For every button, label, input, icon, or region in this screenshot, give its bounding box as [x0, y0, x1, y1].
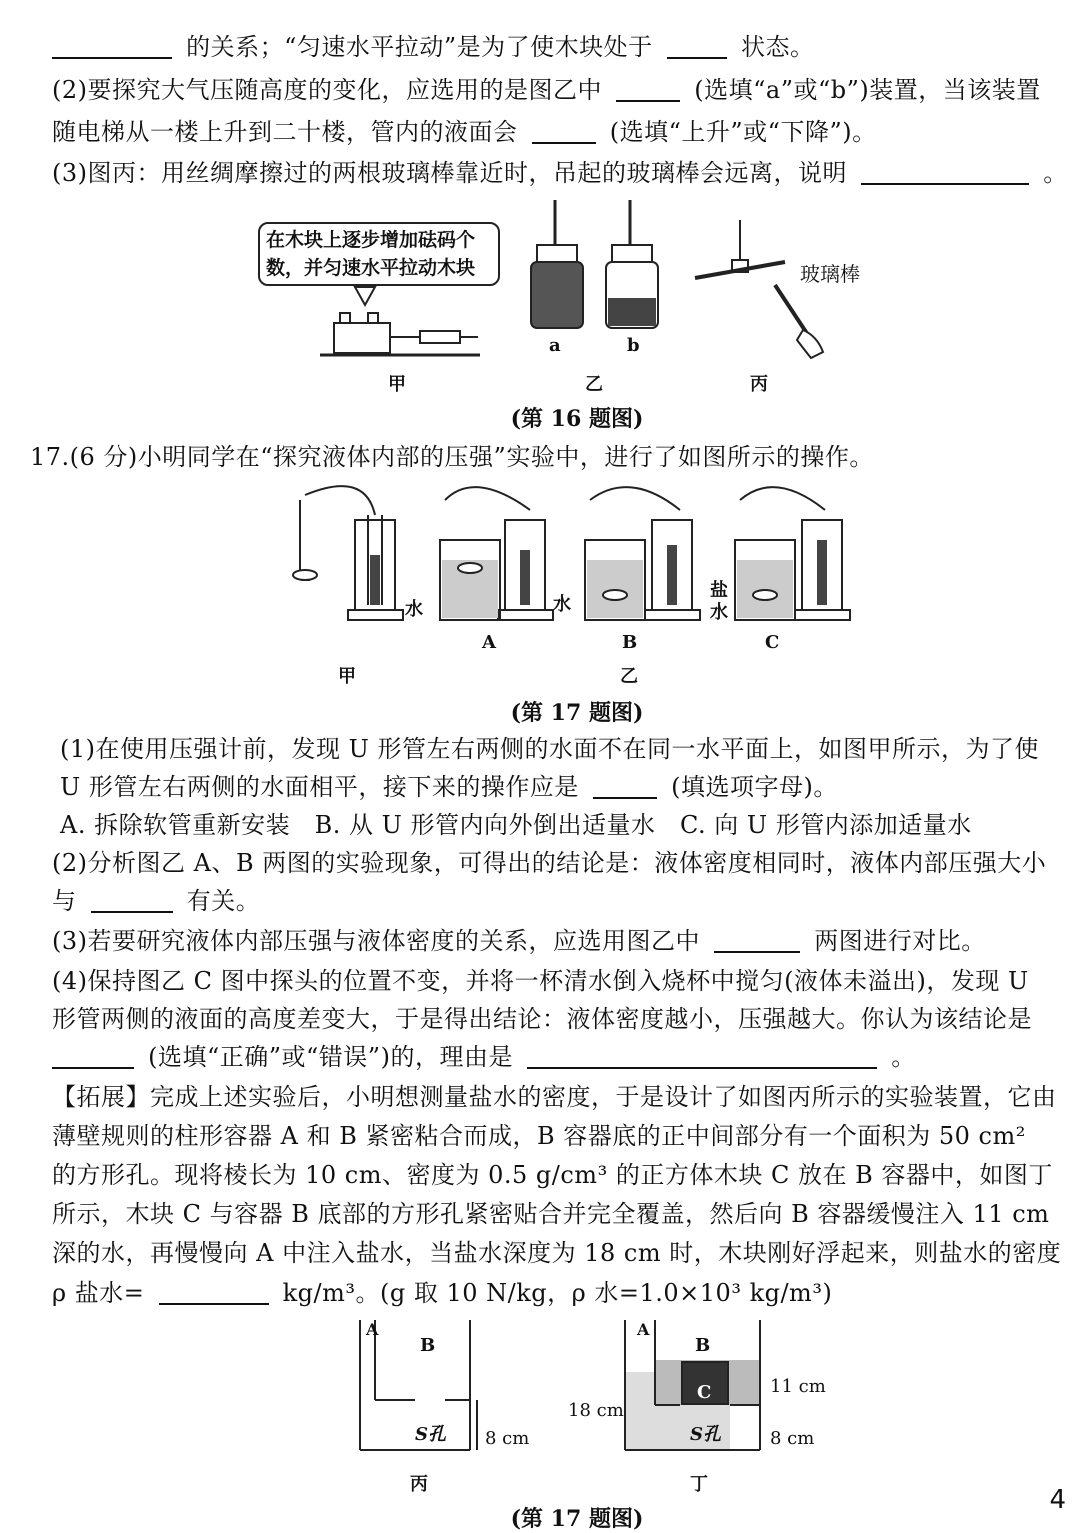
answer-blank[interactable]	[527, 1043, 877, 1069]
answer-blank[interactable]	[861, 159, 1029, 185]
q17-p1a: (1)在使用压强计前，发现 U 形管左右两侧的水面不在同一水平面上，如图甲所示，为了使	[60, 735, 1039, 763]
text-line: 与 有关。	[52, 887, 261, 915]
label-A: A	[482, 632, 496, 653]
answer-blank[interactable]	[52, 1043, 134, 1069]
glass-rod-label: 玻璃棒	[800, 262, 860, 286]
answer-blank[interactable]	[52, 33, 172, 59]
text-line: ρ 盐水= kg/m³。(g 取 10 N/kg，ρ 水=1.0×10³ kg/m³)	[52, 1279, 833, 1307]
height-18cm: 18 cm	[568, 1400, 624, 1421]
figure-16-jia	[310, 285, 500, 360]
text-line: 的关系；“匀速水平拉动”是为了使木块处于 状态。	[52, 30, 1042, 64]
height-8cm: 8 cm	[485, 1428, 530, 1449]
answer-blank[interactable]	[714, 927, 800, 953]
label-A: A	[366, 1320, 379, 1339]
label-ding: 丁	[690, 1474, 708, 1495]
block-C: C	[697, 1382, 712, 1403]
q17-ext5: 深的水，再慢慢向 A 中注入盐水，当盐水深度为 18 cm 时，木块刚好浮起来，则盐水的密度	[52, 1239, 1062, 1267]
answer-blank[interactable]	[532, 118, 596, 144]
text-line: (选填“正确”或“错误”)的，理由是 。	[52, 1040, 1042, 1074]
text-line: (2)要探究大气压随高度的变化，应选用的是图乙中 (选填“a”或“b”)装置，当该装置	[52, 76, 1041, 104]
answer-blank[interactable]	[616, 76, 680, 102]
speech-bubble: 在木块上逐步增加砝码个数，并匀速水平拉动木块	[258, 222, 500, 286]
label-B: B	[695, 1335, 711, 1356]
q17-p4b: 形管两侧的液面的高度差变大，于是得出结论：液体密度越小，压强越大。你认为该结论是	[52, 1005, 1032, 1033]
q17-ext4: 所示，木块 C 与容器 B 底部的方形孔紧密贴合并完全覆盖，然后向 B 容器缓慢注入 11 cm	[52, 1200, 1050, 1228]
label-bing: 丙	[410, 1474, 428, 1495]
label-yi: 乙	[585, 374, 603, 395]
figure-17-caption: (第 17 题图)	[510, 700, 644, 726]
text-line: 随电梯从一楼上升到二十楼，管内的液面会 (选填“上升”或“下降”)。	[52, 118, 877, 146]
figure-16-caption: (第 16 题图)	[510, 406, 644, 432]
page-number: 4	[1049, 1485, 1066, 1515]
q17-ext1: 【拓展】完成上述实验后，小明想测量盐水的密度，于是设计了如图丙所示的实验装置，它由	[52, 1083, 1057, 1111]
water-label: 水	[553, 594, 571, 615]
q17-options: A. 拆除软管重新安装 B. 从 U 形管内向外倒出适量水 C. 向 U 形管内添加适量水	[60, 811, 972, 839]
hole-area-label: S孔	[690, 1424, 721, 1445]
answer-blank[interactable]	[667, 33, 727, 59]
height-8cm: 8 cm	[770, 1428, 815, 1449]
figure-16-bing	[695, 220, 840, 360]
figure-17-caption-2: (第 17 题图)	[510, 1506, 644, 1532]
text-line: U 形管左右两侧的水面相平，接下来的操作应是 (填选项字母)。	[60, 773, 838, 801]
height-11cm: 11 cm	[770, 1376, 826, 1397]
q17-p4a: (4)保持图乙 C 图中探头的位置不变，并将一杯清水倒入烧杯中搅匀(液体未溢出)，发现 U	[52, 967, 1029, 995]
answer-blank[interactable]	[91, 887, 173, 913]
q17-p2a: (2)分析图乙 A、B 两图的实验现象，可得出的结论是：液体密度相同时，液体内部压强大小	[52, 849, 1047, 877]
label-B: B	[420, 1335, 436, 1356]
label-b: b	[627, 335, 640, 356]
label-bing: 丙	[750, 374, 768, 395]
question-17-intro: 17.(6 分)小明同学在“探究液体内部的压强”实验中，进行了如图所示的操作。	[30, 443, 874, 471]
label-jia: 甲	[388, 374, 406, 395]
water-label: 水	[405, 599, 423, 620]
saltwater-label: 盐 水	[710, 580, 728, 623]
label-a: a	[549, 335, 561, 356]
label-yi: 乙	[620, 666, 638, 687]
figure-16-yi	[525, 200, 665, 335]
text-line: (3)若要研究液体内部压强与液体密度的关系，应选用图乙中 两图进行对比。	[52, 927, 986, 955]
answer-blank[interactable]	[593, 773, 657, 799]
label-jia: 甲	[338, 666, 356, 687]
label-A: A	[637, 1320, 650, 1339]
q17-ext3: 的方形孔。现将棱长为 10 cm、密度为 0.5 g/cm³ 的正方体木块 C 放在 B 容器中，如图丁	[52, 1161, 1053, 1189]
label-B: B	[622, 632, 638, 653]
q17-ext2: 薄壁规则的柱形容器 A 和 B 紧密粘合而成，B 容器底的正中间部分有一个面积为 50 cm²	[52, 1122, 1026, 1150]
label-C: C	[765, 632, 780, 653]
hole-area-label: S孔	[415, 1424, 446, 1445]
text-line: (3)图丙：用丝绸摩擦过的两根玻璃棒靠近时，吊起的玻璃棒会远离，说明 。	[52, 159, 1068, 187]
answer-blank[interactable]	[159, 1279, 269, 1305]
